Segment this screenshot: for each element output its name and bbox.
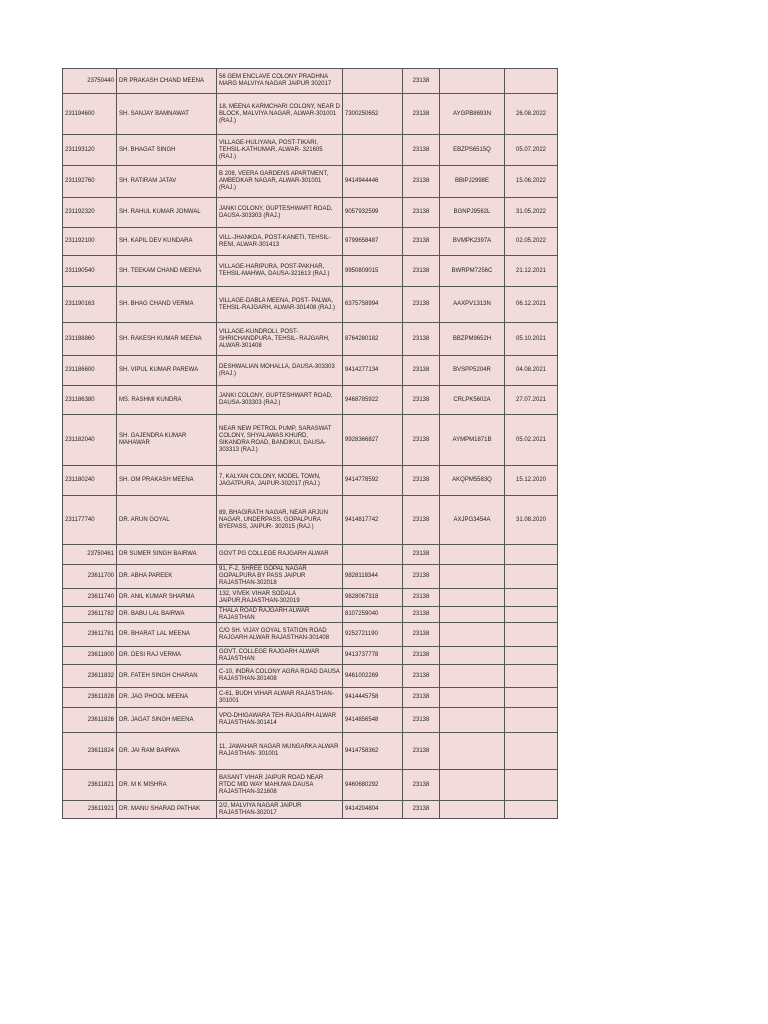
- name-cell: SH. KAPIL DEV KUNDARA: [117, 228, 217, 256]
- pan-cell: BBIPJ2998E: [440, 166, 505, 198]
- phone-cell: 9828067318: [343, 589, 403, 607]
- name-cell: DR PRAKASH CHAND MEENA: [117, 69, 217, 94]
- code-cell: 23138: [403, 386, 440, 415]
- name-cell: DR. JAG PHOOL MEENA: [117, 688, 217, 708]
- pan-cell: BVSPP5204R: [440, 356, 505, 386]
- name-cell: SH. RAKESH KUMAR MEENA: [117, 323, 217, 356]
- phone-cell: 9057932599: [343, 198, 403, 228]
- date-cell: 05.07.2022: [505, 135, 558, 166]
- date-cell: [505, 770, 558, 801]
- address-cell: 2/2, MALVIYA NAGAR JAIPUR RAJASTHAN-302017: [217, 801, 343, 819]
- date-cell: [505, 733, 558, 770]
- table-row: [63, 386, 558, 415]
- name-cell: SH. GAJENDRA KUMAR MAHAWAR: [117, 415, 217, 466]
- record-id-cell: 231190540: [63, 256, 117, 287]
- record-id-cell: 23611782: [63, 607, 117, 623]
- phone-cell: 9468785922: [343, 386, 403, 415]
- record-id-cell: 23750440: [63, 69, 117, 94]
- phone-cell: [343, 135, 403, 166]
- record-id-cell: 23611740: [63, 589, 117, 607]
- code-cell: 23138: [403, 94, 440, 135]
- date-cell: 04.08.2021: [505, 356, 558, 386]
- table-row: [63, 647, 558, 665]
- phone-cell: 9414445758: [343, 688, 403, 708]
- pan-cell: [440, 708, 505, 733]
- address-cell: C/O SH. VIJAY GOYAL STATION ROAD RAJGARH ALWAR RAJASTHAN-301408: [217, 623, 343, 647]
- pan-cell: [440, 665, 505, 688]
- table-row: [63, 589, 558, 607]
- record-id-cell: 231182040: [63, 415, 117, 466]
- phone-cell: 9414277134: [343, 356, 403, 386]
- pan-cell: AYMPM1871B: [440, 415, 505, 466]
- record-id-cell: 23611828: [63, 688, 117, 708]
- table-row: [63, 466, 558, 496]
- table-row: [63, 623, 558, 647]
- address-cell: 7, KALYAN COLONY, MODEL TOWN, JAGATPURA, JAIPUR-302017 (RAJ.): [217, 466, 343, 496]
- phone-cell: 9414778592: [343, 466, 403, 496]
- record-id-cell: 231193120: [63, 135, 117, 166]
- address-cell: 11, JAWAHAR NAGAR MUNGARKA ALWAR RAJASTHAN- 301001: [217, 733, 343, 770]
- record-id-cell: 231194600: [63, 94, 117, 135]
- code-cell: 23138: [403, 287, 440, 323]
- name-cell: MS. RASHMI KUNDRA: [117, 386, 217, 415]
- address-cell: DESHWALIAN MOHALLA, DAUSA-303303 (RAJ.): [217, 356, 343, 386]
- name-cell: SH. BHAGAT SINGH: [117, 135, 217, 166]
- record-id-cell: 231192320: [63, 198, 117, 228]
- date-cell: 02.05.2022: [505, 228, 558, 256]
- address-cell: 91, F-2, SHREE GOPAL NAGAR GOPALPURA BY PASS JAIPUR RAJASTHAN-302018: [217, 565, 343, 589]
- name-cell: SH. SANJAY BAMNAWAT: [117, 94, 217, 135]
- pan-cell: BGNPJ9562L: [440, 198, 505, 228]
- address-cell: C-10, INDRA COLONY AGRA ROAD DAUSA RAJASTHAN-301408: [217, 665, 343, 688]
- name-cell: DR. ANIL KUMAR SHARMA: [117, 589, 217, 607]
- table-row: [63, 228, 558, 256]
- address-cell: 56 GEM ENCLAVE COLONY PRADHNA MARG MALVIYA NAGAR JAIPUR 302017: [217, 69, 343, 94]
- address-cell: 89, BHAGIRATH NAGAR, NEAR ARJUN NAGAR, UNDERPASS, GOPALPURA BYEPASS, JAIPUR- 302015 (RAJ.): [217, 496, 343, 545]
- pan-cell: [440, 623, 505, 647]
- record-id-cell: 231177740: [63, 496, 117, 545]
- pan-cell: AAXPV1313N: [440, 287, 505, 323]
- code-cell: 23138: [403, 801, 440, 819]
- phone-cell: 9414204804: [343, 801, 403, 819]
- address-cell: VILLAGE-HARIPURA, POST-PAKHAR, TEHSIL-MAHWA, DAUSA-321613 (RAJ.): [217, 256, 343, 287]
- table-row: [63, 801, 558, 819]
- phone-cell: [343, 545, 403, 565]
- date-cell: [505, 623, 558, 647]
- name-cell: DR. JAI RAM BAIRWA: [117, 733, 217, 770]
- date-cell: 21.12.2021: [505, 256, 558, 287]
- code-cell: 23138: [403, 496, 440, 545]
- address-cell: VILLAGE-HULIYANA, POST-TIKARI, TEHSIL-KATHUMAR, ALWAR- 321605 (RAJ.): [217, 135, 343, 166]
- phone-cell: 7300250652: [343, 94, 403, 135]
- date-cell: 05.10.2021: [505, 323, 558, 356]
- table-row: [63, 496, 558, 545]
- pan-cell: CRLPK5602A: [440, 386, 505, 415]
- date-cell: 15.12.2020: [505, 466, 558, 496]
- table-row: [63, 565, 558, 589]
- pan-cell: [440, 545, 505, 565]
- record-id-cell: 231192760: [63, 166, 117, 198]
- phone-cell: 9252721190: [343, 623, 403, 647]
- pan-cell: [440, 688, 505, 708]
- records-table: [62, 68, 558, 819]
- date-cell: 06.12.2021: [505, 287, 558, 323]
- address-cell: JANKI COLONY, GUPTESHWART ROAD, DAUSA-303303 (RAJ.): [217, 386, 343, 415]
- table-row: [63, 287, 558, 323]
- address-cell: 132, VIVEK VIHAR SODALA JAIPUR,RAJASTHAN-302019: [217, 589, 343, 607]
- code-cell: 23138: [403, 466, 440, 496]
- name-cell: SH. OM PRAKASH MEENA: [117, 466, 217, 496]
- phone-cell: 9414817742: [343, 496, 403, 545]
- pan-cell: [440, 770, 505, 801]
- date-cell: [505, 545, 558, 565]
- name-cell: DR. BABU LAL BAIRWA: [117, 607, 217, 623]
- code-cell: 23138: [403, 198, 440, 228]
- table-row: [63, 688, 558, 708]
- date-cell: [505, 589, 558, 607]
- pan-cell: BBZPM9652H: [440, 323, 505, 356]
- name-cell: DR. ARUN GOYAL: [117, 496, 217, 545]
- pan-cell: AYGPB8693N: [440, 94, 505, 135]
- table-row: [63, 69, 558, 94]
- pan-cell: AKQPM5583Q: [440, 466, 505, 496]
- record-id-cell: 231188860: [63, 323, 117, 356]
- code-cell: 23138: [403, 415, 440, 466]
- address-cell: VPO-DHIGAWARA TEH-RAJGARH ALWAR RAJASTHAN-301414: [217, 708, 343, 733]
- name-cell: SH. RAHUL KUMAR JONWAL: [117, 198, 217, 228]
- date-cell: [505, 688, 558, 708]
- address-cell: C-61, BUDH VIHAR ALWAR RAJASTHAN-301001: [217, 688, 343, 708]
- pan-cell: EBZPS6515Q: [440, 135, 505, 166]
- records-table-body: [63, 69, 558, 819]
- address-cell: VILLAGE-KUNDROLI, POST-SHRICHANDPURA, TEHSIL- RAJGARH, ALWAR-301408: [217, 323, 343, 356]
- code-cell: 23138: [403, 589, 440, 607]
- record-id-cell: 231186600: [63, 356, 117, 386]
- date-cell: [505, 565, 558, 589]
- table-row: [63, 94, 558, 135]
- code-cell: 23138: [403, 545, 440, 565]
- code-cell: 23138: [403, 665, 440, 688]
- code-cell: 23138: [403, 623, 440, 647]
- date-cell: 31.05.2022: [505, 198, 558, 228]
- pan-cell: BWRPM7256C: [440, 256, 505, 287]
- date-cell: 27.07.2021: [505, 386, 558, 415]
- date-cell: [505, 607, 558, 623]
- pan-cell: [440, 565, 505, 589]
- record-id-cell: 231186380: [63, 386, 117, 415]
- code-cell: 23138: [403, 135, 440, 166]
- table-row: [63, 545, 558, 565]
- pan-cell: [440, 801, 505, 819]
- name-cell: SH. TEEKAM CHAND MEENA: [117, 256, 217, 287]
- record-id-cell: 23611826: [63, 708, 117, 733]
- code-cell: 23138: [403, 356, 440, 386]
- phone-cell: 8764280182: [343, 323, 403, 356]
- address-cell: 18, MEENA KARMCHARI COLONY, NEAR D BLOCK, MALVIYA NAGAR, ALWAR-301001 (RAJ.): [217, 94, 343, 135]
- date-cell: [505, 665, 558, 688]
- date-cell: [505, 69, 558, 94]
- address-cell: JANKI COLONY, GUPTESHWART ROAD, DAUSA-303303 (RAJ.): [217, 198, 343, 228]
- table-row: [63, 198, 558, 228]
- table-row: [63, 166, 558, 198]
- table-row: [63, 607, 558, 623]
- phone-cell: 9828118344: [343, 565, 403, 589]
- phone-cell: 9460680292: [343, 770, 403, 801]
- phone-cell: 8107259040: [343, 607, 403, 623]
- name-cell: DR SUMER SINGH BAIRWA: [117, 545, 217, 565]
- name-cell: SH. VIPUL KUMAR PAREWA: [117, 356, 217, 386]
- address-cell: BASANT VIHAR JAIPUR ROAD NEAR RTDC MID WAY MAHUWA DAUSA RAJASTHAN-321608: [217, 770, 343, 801]
- code-cell: 23138: [403, 69, 440, 94]
- date-cell: [505, 647, 558, 665]
- table-row: [63, 415, 558, 466]
- address-cell: NEAR NEW PETROL PUMP, SARASWAT COLONY, SHYALAWAS KHURD, SIKANDRA ROAD, BANDIKUI, DAUSA-303313 (RAJ.): [217, 415, 343, 466]
- pan-cell: [440, 69, 505, 94]
- table-row: [63, 665, 558, 688]
- address-cell: B 208, VEERA GARDENS APARTMENT, AMBEDKAR NAGAR, ALWAR-301001 (RAJ.): [217, 166, 343, 198]
- table-row: [63, 323, 558, 356]
- code-cell: 23138: [403, 770, 440, 801]
- record-id-cell: 23611800: [63, 647, 117, 665]
- code-cell: 23138: [403, 647, 440, 665]
- record-id-cell: 231190163: [63, 287, 117, 323]
- name-cell: DR. M K MISHRA: [117, 770, 217, 801]
- record-id-cell: 23611700: [63, 565, 117, 589]
- name-cell: DR. ABHA PAREEK: [117, 565, 217, 589]
- pan-cell: AXJPG3454A: [440, 496, 505, 545]
- table-row: [63, 708, 558, 733]
- code-cell: 23138: [403, 607, 440, 623]
- date-cell: 15.06.2022: [505, 166, 558, 198]
- name-cell: SH. BHAG CHAND VERMA: [117, 287, 217, 323]
- table-row: [63, 733, 558, 770]
- address-cell: VILLAGE-DABLA MEENA, POST- PALWA, TEHSIL-RAJGARH, ALWAR-301408 (RAJ.): [217, 287, 343, 323]
- record-id-cell: 23611781: [63, 623, 117, 647]
- table-row: [63, 770, 558, 801]
- address-cell: VILL-JHANKDA, POST-KANETI, TEHSIL-RENI, ALWAR-301413: [217, 228, 343, 256]
- record-id-cell: 23611921: [63, 801, 117, 819]
- name-cell: DR. JAGAT SINGH MEENA: [117, 708, 217, 733]
- code-cell: 23138: [403, 256, 440, 287]
- phone-cell: 9461002269: [343, 665, 403, 688]
- address-cell: GOVT PG COLLEGE RAJGARH ALWAR: [217, 545, 343, 565]
- name-cell: DR. FATEH SINGH CHARAN: [117, 665, 217, 688]
- address-cell: GOVT. COLLEGE RAJGARH ALWAR RAJASTHAN: [217, 647, 343, 665]
- record-id-cell: 23611821: [63, 770, 117, 801]
- name-cell: DR. MANU SHARAD PATHAK: [117, 801, 217, 819]
- code-cell: 23138: [403, 166, 440, 198]
- pan-cell: [440, 607, 505, 623]
- pan-cell: BVMPK2397A: [440, 228, 505, 256]
- name-cell: DR. DESI RAJ VERMA: [117, 647, 217, 665]
- date-cell: [505, 801, 558, 819]
- name-cell: DR. BHARAT LAL MEENA: [117, 623, 217, 647]
- code-cell: 23138: [403, 733, 440, 770]
- phone-cell: 9928366827: [343, 415, 403, 466]
- phone-cell: [343, 69, 403, 94]
- record-id-cell: 231192100: [63, 228, 117, 256]
- date-cell: 31.08.2020: [505, 496, 558, 545]
- date-cell: [505, 708, 558, 733]
- phone-cell: 9414944446: [343, 166, 403, 198]
- code-cell: 23138: [403, 323, 440, 356]
- record-id-cell: 23611824: [63, 733, 117, 770]
- record-id-cell: 23611832: [63, 665, 117, 688]
- table-row: [63, 256, 558, 287]
- code-cell: 23138: [403, 228, 440, 256]
- record-id-cell: 23750461: [63, 545, 117, 565]
- code-cell: 23138: [403, 708, 440, 733]
- phone-cell: 9414856548: [343, 708, 403, 733]
- record-id-cell: 231180240: [63, 466, 117, 496]
- name-cell: SH. RATIRAM JATAV: [117, 166, 217, 198]
- table-row: [63, 356, 558, 386]
- table-row: [63, 135, 558, 166]
- code-cell: 23138: [403, 565, 440, 589]
- phone-cell: 9414758362: [343, 733, 403, 770]
- phone-cell: 6375758994: [343, 287, 403, 323]
- pan-cell: [440, 733, 505, 770]
- phone-cell: 9799658487: [343, 228, 403, 256]
- date-cell: 05.02.2021: [505, 415, 558, 466]
- code-cell: 23138: [403, 688, 440, 708]
- address-cell: THALA ROAD RAJGARH ALWAR RAJASTHAN: [217, 607, 343, 623]
- pan-cell: [440, 589, 505, 607]
- phone-cell: 9950809015: [343, 256, 403, 287]
- pan-cell: [440, 647, 505, 665]
- phone-cell: 9413737778: [343, 647, 403, 665]
- date-cell: 26.08.2022: [505, 94, 558, 135]
